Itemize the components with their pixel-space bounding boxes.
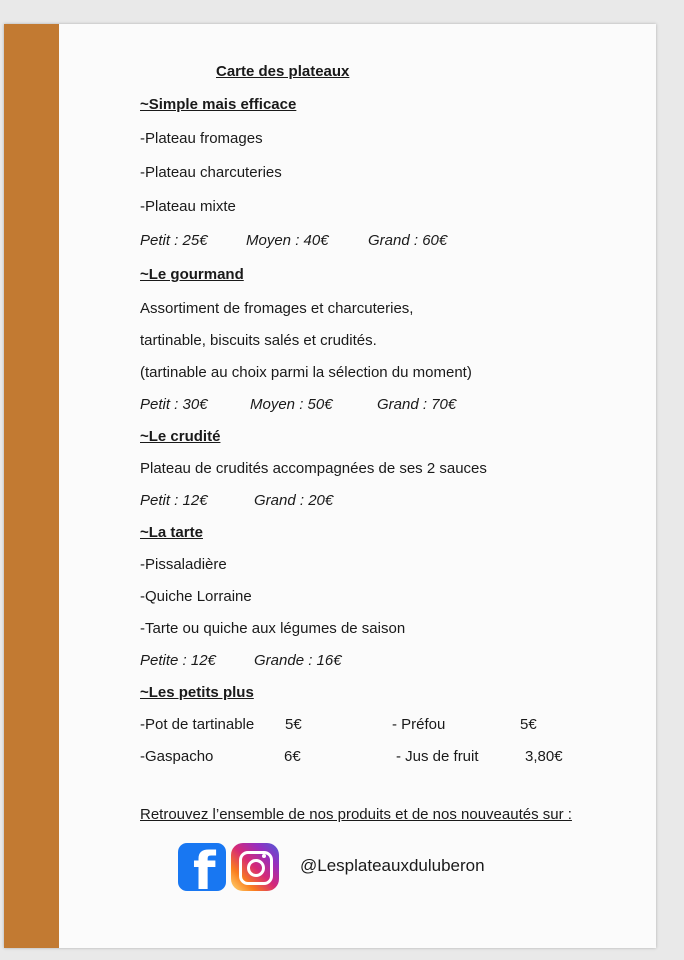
description-line: (tartinable au choix parmi la sélection du moment): [140, 364, 472, 381]
price-grand: Grand : 70€: [377, 396, 457, 413]
list-item: -Plateau fromages: [140, 130, 263, 147]
list-item: -Pissaladière: [140, 556, 227, 573]
extra-item-price: 6€: [284, 748, 301, 765]
section-heading-tarte: ~La tarte: [140, 524, 203, 541]
instagram-icon[interactable]: [231, 843, 279, 891]
price-petit: Petit : 30€: [140, 396, 208, 413]
extra-item-name: -Pot de tartinable: [140, 716, 255, 733]
extra-item-name: - Jus de fruit: [396, 748, 479, 765]
price-grand: Grand : 60€: [368, 232, 448, 249]
price-grande: Grande : 16€: [254, 652, 342, 669]
description-line: Assortiment de fromages et charcuteries,: [140, 300, 414, 317]
list-item: -Tarte ou quiche aux légumes de saison: [140, 620, 406, 637]
menu-sheet: [4, 24, 656, 948]
footer-text: Retrouvez l’ensemble de nos produits et de nos nouveautés sur :: [140, 806, 572, 823]
menu-title: Carte des plateaux: [216, 63, 350, 80]
price-grand: Grand : 20€: [254, 492, 334, 509]
section-heading-petits-plus: ~Les petits plus: [140, 684, 254, 701]
section-heading-gourmand: ~Le gourmand: [140, 266, 244, 283]
social-icons: [178, 841, 284, 893]
description-line: tartinable, biscuits salés et crudités.: [140, 332, 377, 349]
social-handle[interactable]: @Lesplateauxduluberon: [300, 856, 485, 875]
extra-item-price: 5€: [520, 716, 537, 733]
list-item: -Plateau mixte: [140, 198, 236, 215]
section-heading-crudite: ~Le crudité: [140, 428, 221, 445]
list-item: -Plateau charcuteries: [140, 164, 282, 181]
price-petite: Petite : 12€: [140, 652, 216, 669]
price-moyen: Moyen : 40€: [246, 232, 329, 249]
extra-item-price: 5€: [285, 716, 302, 733]
description-line: Plateau de crudités accompagnées de ses 2 sauces: [140, 460, 487, 477]
price-petit: Petit : 12€: [140, 492, 208, 509]
extra-item-name: - Préfou: [392, 716, 446, 733]
extra-item-price: 3,80€: [525, 748, 563, 765]
facebook-icon[interactable]: f: [178, 843, 226, 891]
price-moyen: Moyen : 50€: [250, 396, 333, 413]
extra-item-name: -Gaspacho: [140, 748, 214, 765]
price-petit: Petit : 25€: [140, 232, 208, 249]
list-item: -Quiche Lorraine: [140, 588, 252, 605]
section-heading-simple: ~Simple mais efficace: [140, 96, 297, 113]
